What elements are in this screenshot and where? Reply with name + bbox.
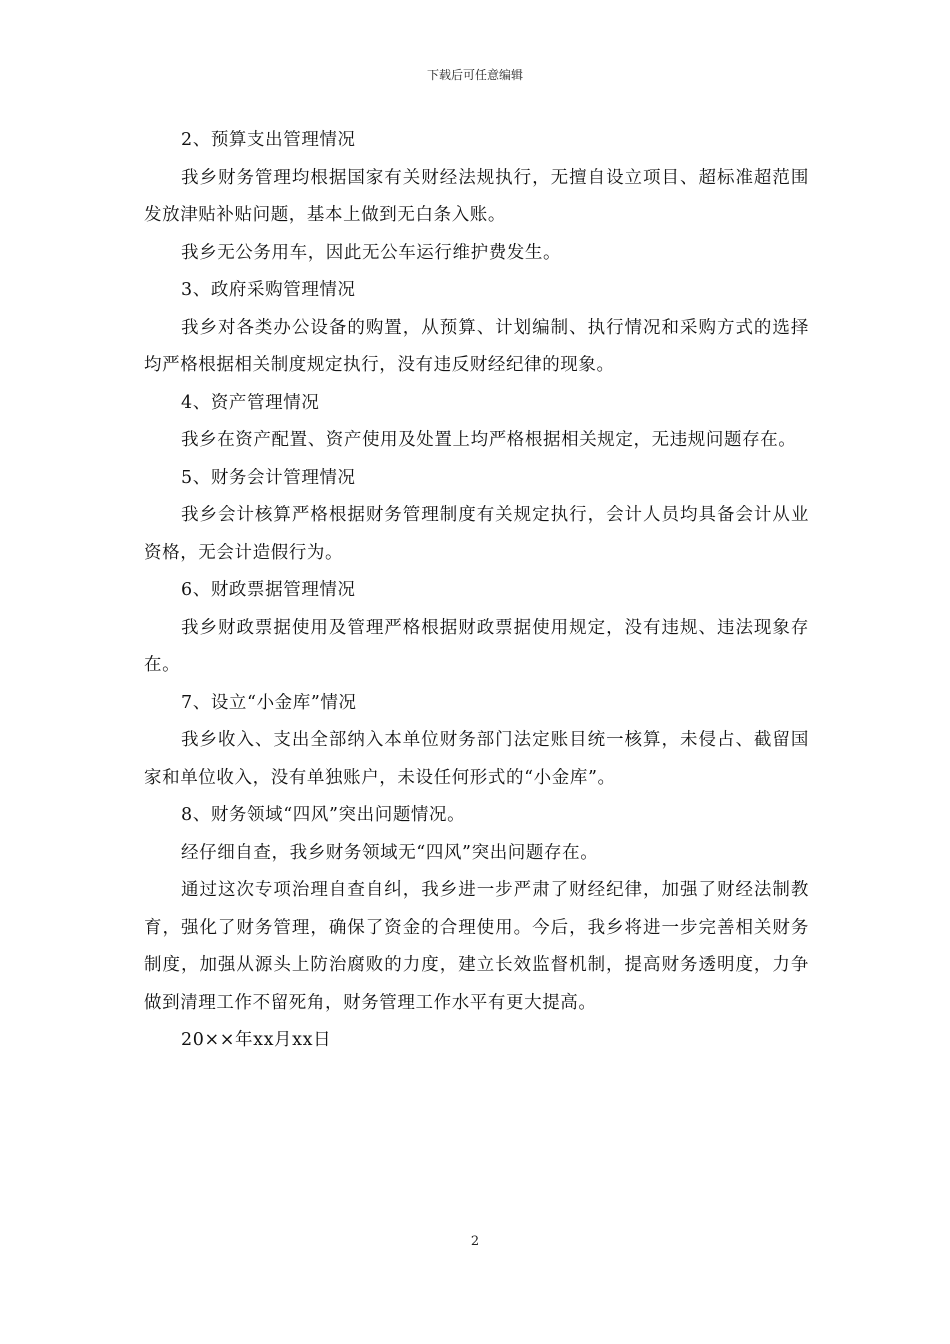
paragraph-asset-management: 我乡在资产配置、资产使用及处置上均严格根据相关规定，无违规问题存在。: [181, 430, 797, 450]
paragraph-procurement: 我乡对各类办公设备的购置，从预算、计划编制、执行情况和采购方式的选择均严格根据相关制度规定执行，没有违反财经纪律的现象。: [144, 317, 809, 375]
header-note: 下载后可任意编辑: [426, 68, 523, 82]
page-number: 2: [470, 1234, 480, 1249]
paragraph-official-vehicles: 我乡无公务用车，因此无公车运行维护费发生。: [181, 242, 562, 263]
section-heading-asset-management: 4、资产管理情况: [181, 392, 320, 413]
section-heading-accounting-management: 5、财务会计管理情况: [181, 467, 356, 488]
section-heading-four-winds: 8、财务领域“四风”突出问题情况。: [181, 805, 466, 825]
document-body: [144, 122, 809, 1060]
section-heading-small-treasury: 7、设立“小金库”情况: [181, 692, 357, 713]
document-date: 20××年xx月xx日: [181, 1030, 332, 1050]
section-heading-government-procurement: 3、政府采购管理情况: [181, 280, 356, 300]
paragraph-accounting: 我乡会计核算严格根据财务管理制度有关规定执行，会计人员均具备会计从业资格，无会计造假行为。: [144, 505, 809, 563]
section-heading-fiscal-receipts: 6、财政票据管理情况: [181, 580, 356, 600]
section-heading-budget-expenditure: 2、预算支出管理情况: [181, 130, 356, 150]
paragraph-fiscal-receipts: 我乡财政票据使用及管理严格根据财政票据使用规定，没有违规、违法现象存在。: [144, 617, 809, 675]
paragraph-conclusion: 通过这次专项治理自查自纠，我乡进一步严肃了财经纪律，加强了财经法制教育，强化了财务管理，确保了资金的合理使用。今后，我乡将进一步完善相关财务制度，加强从源头上防治腐败的力度，建立长效监督机制，提高财务透明度，力争做到清理工作不留死角，财务管理工作水平有更大提高。: [144, 880, 809, 1013]
paragraph-four-winds: 经仔细自查，我乡财务领域无“四风”突出问题存在。: [181, 842, 599, 863]
paragraph-financial-rules: 我乡财务管理均根据国家有关财经法规执行，无擅自设立项目、超标准超范围发放津贴补贴问题，基本上做到无白条入账。: [144, 167, 809, 225]
paragraph-small-treasury: 我乡收入、支出全部纳入本单位财务部门法定账目统一核算，未侵占、截留国家和单位收入，没有单独账户，未设任何形式的“小金库”。: [144, 730, 809, 788]
